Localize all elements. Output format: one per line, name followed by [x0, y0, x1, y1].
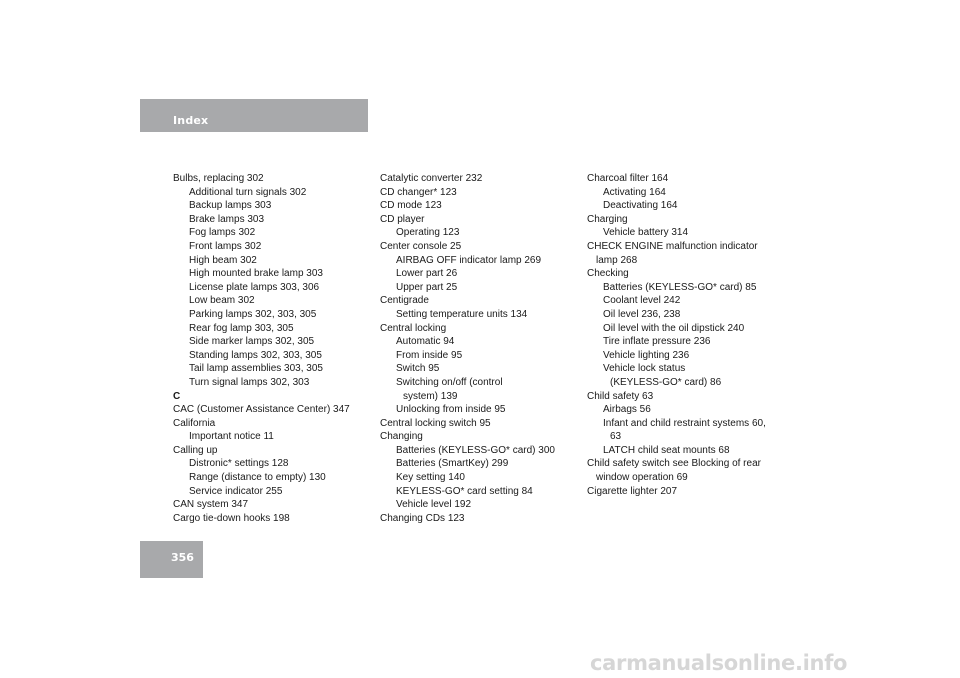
index-subentry: LATCH child seat mounts 68: [603, 444, 730, 456]
index-subentry: AIRBAG OFF indicator lamp 269: [396, 254, 542, 266]
index-entry: Centigrade: [380, 295, 429, 307]
index-subentry: Activating 164: [603, 186, 666, 198]
index-subentry: Backup lamps 303: [189, 200, 272, 212]
index-header-band: [140, 99, 368, 132]
index-subentry: Switching on/off (control: [396, 376, 503, 388]
index-entry: CHECK ENGINE malfunction indicator: [587, 240, 758, 252]
index-subentry: Distronic* settings 128: [189, 458, 289, 470]
watermark: carmanualsonline.info: [590, 651, 848, 675]
index-entry: Center console 25: [380, 240, 462, 252]
index-letter-heading: C: [173, 390, 181, 402]
index-subentry: High beam 302: [189, 254, 257, 266]
index-subentry: Additional turn signals 302: [189, 186, 307, 198]
index-entry: Cargo tie-down hooks 198: [173, 512, 290, 524]
index-entry: Central locking switch 95: [380, 417, 491, 429]
index-subentry: Tail lamp assemblies 303, 305: [189, 363, 323, 375]
index-subentry: Switch 95: [396, 363, 440, 375]
index-subentry: Oil level 236, 238: [603, 308, 681, 320]
index-entry: Calling up: [173, 444, 218, 456]
index-entry: Child safety switch see Blocking of rear: [587, 458, 761, 470]
index-subentry: Vehicle level 192: [396, 499, 472, 511]
index-subentry: Upper part 25: [396, 281, 458, 293]
index-entry: CD player: [380, 213, 425, 225]
index-entry-continuation: lamp 268: [596, 254, 638, 266]
index-entry-continuation: 63: [610, 431, 622, 443]
index-subentry: Service indicator 255: [189, 485, 283, 497]
index-subentry: From inside 95: [396, 349, 463, 361]
index-subentry: Side marker lamps 302, 305: [189, 336, 315, 348]
index-subentry: Unlocking from inside 95: [396, 404, 506, 416]
index-subentry: Coolant level 242: [603, 295, 681, 307]
index-entry: Central locking: [380, 322, 447, 334]
index-subentry: Batteries (SmartKey) 299: [396, 458, 509, 470]
index-subentry: Oil level with the oil dipstick 240: [603, 322, 745, 334]
index-column-1: [173, 172, 373, 525]
index-entry: Changing CDs 123: [380, 512, 465, 524]
index-entry: Changing: [380, 431, 423, 443]
index-subentry: Tire inflate pressure 236: [603, 336, 711, 348]
index-entry: California: [173, 417, 216, 429]
index-entry: Checking: [587, 268, 629, 280]
page-number-box: [140, 541, 203, 578]
index-subentry: Front lamps 302: [189, 240, 262, 252]
index-subentry: Fog lamps 302: [189, 227, 256, 239]
index-subentry: Automatic 94: [396, 336, 455, 348]
index-column-3: [587, 172, 797, 498]
index-subentry: Vehicle lock status: [603, 363, 686, 375]
index-subentry: Brake lamps 303: [189, 213, 265, 225]
index-subentry: Standing lamps 302, 303, 305: [189, 349, 322, 361]
index-entry: Catalytic converter 232: [380, 173, 483, 184]
index-subentry: KEYLESS-GO* card setting 84: [396, 485, 533, 497]
index-entry: Cigarette lighter 207: [587, 485, 678, 497]
index-subentry: Parking lamps 302, 303, 305: [189, 308, 317, 320]
index-entry: CD changer* 123: [380, 186, 457, 198]
index-entry: CAN system 347: [173, 499, 249, 511]
index-entry: CD mode 123: [380, 200, 442, 212]
page-number: 356: [171, 551, 194, 564]
index-subentry: High mounted brake lamp 303: [189, 268, 323, 280]
index-entry-continuation: window operation 69: [596, 472, 688, 484]
index-subentry: Deactivating 164: [603, 200, 678, 212]
index-subentry: Operating 123: [396, 227, 460, 239]
index-subentry: Setting temperature units 134: [396, 308, 528, 320]
index-subentry: Batteries (KEYLESS-GO* card) 300: [396, 444, 555, 456]
index-subentry: Infant and child restraint systems 60,: [603, 417, 766, 429]
index-subentry: Key setting 140: [396, 472, 465, 484]
index-subentry: Important notice 11: [189, 431, 274, 443]
index-subentry: Lower part 26: [396, 268, 458, 280]
index-subentry: Vehicle lighting 236: [603, 349, 690, 361]
index-entry: Child safety 63: [587, 390, 654, 402]
index-subentry: Turn signal lamps 302, 303: [189, 376, 310, 388]
index-subentry: Batteries (KEYLESS-GO* card) 85: [603, 281, 757, 293]
index-subentry: Vehicle battery 314: [603, 227, 689, 239]
index-subentry: License plate lamps 303, 306: [189, 281, 320, 293]
index-entry: Bulbs, replacing 302: [173, 173, 264, 184]
index-entry: Charcoal filter 164: [587, 173, 669, 184]
page-title: Index: [173, 114, 209, 127]
index-subentry: Rear fog lamp 303, 305: [189, 322, 294, 334]
index-entry-continuation: system) 139: [403, 390, 458, 402]
index-subentry: Low beam 302: [189, 295, 255, 307]
index-entry: CAC (Customer Assistance Center) 347: [173, 404, 350, 416]
index-subentry: Range (distance to empty) 130: [189, 472, 326, 484]
index-entry-continuation: (KEYLESS-GO* card) 86: [610, 376, 722, 388]
index-entry: Charging: [587, 213, 628, 225]
index-column-2: [380, 172, 580, 525]
index-subentry: Airbags 56: [603, 404, 651, 416]
